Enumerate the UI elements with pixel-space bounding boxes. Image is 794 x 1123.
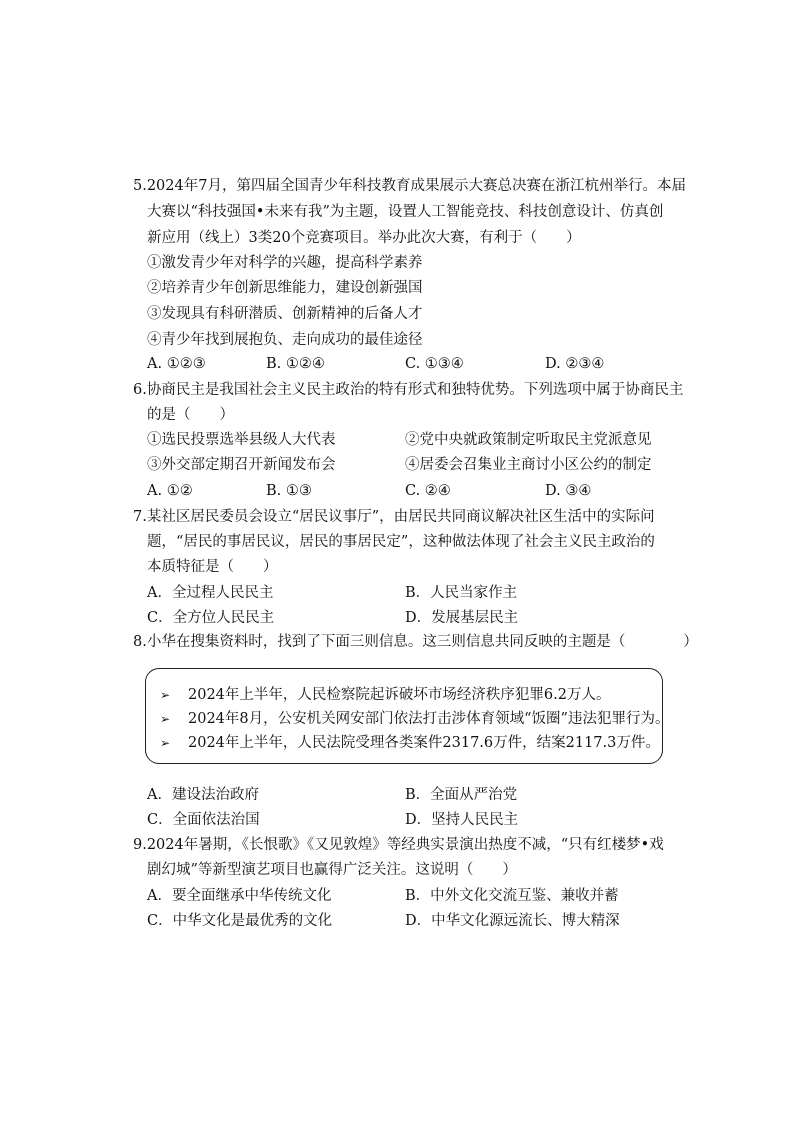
q5-option-a[interactable]: A. ①②③ [147, 356, 206, 372]
q9-stem-line-1: 9.2024年暑期，《长恨歌》《又见敦煌》等经典实景演出热度不减，“只有红楼梦•戏 [133, 837, 664, 853]
q9-option-a[interactable]: A．要全面继承中华传统文化 [147, 888, 332, 904]
q9-option-b[interactable]: B．中外文化交流互鉴、兼收并蓄 [405, 888, 619, 904]
q6-item-3: ③外交部定期召开新闻发布会 [147, 457, 336, 473]
q9-stem-line-2: 剧幻城”等新型演艺项目也赢得广泛关注。这说明（ ） [147, 862, 517, 878]
q9-option-d[interactable]: D．中华文化源远流长、博大精深 [405, 913, 620, 929]
q8-option-b[interactable]: B．全面从严治党 [405, 787, 518, 803]
q5-option-b[interactable]: B. ①②④ [266, 356, 325, 372]
q7-option-c[interactable]: C．全方位人民民主 [147, 610, 275, 626]
q6-item-2: ②党中央就政策制定听取民主党派意见 [405, 432, 652, 448]
q7-option-d[interactable]: D．发展基层民主 [405, 610, 519, 626]
bullet-arrow-icon: ➢ [160, 712, 171, 726]
q7-stem-line-2: 题，“居民的事居民议，居民的事居民定”，这种做法体现了社会主义民主政治的 [147, 534, 655, 550]
q6-item-1: ①选民投票选举县级人大代表 [147, 432, 336, 448]
q6-stem-line-1: 6.协商民主是我国社会主义民主政治的特有形式和独特优势。下列选项中属于协商民主 [133, 382, 684, 398]
q7-option-b[interactable]: B．人民当家作主 [405, 585, 518, 601]
q5-stem-line-2: 大赛以“科技强国•未来有我”为主题，设置人工智能竞技、科技创意设计、仿真创 [147, 204, 664, 220]
q8-info-2: 2024年8月，公安机关网安部门依法打击涉体育领域“饭圈”违法犯罪行为。 [188, 711, 670, 727]
q5-item-3: ③发现具有科研潜质、创新精神的后备人才 [147, 306, 423, 322]
q7-stem-line-1: 7.某社区居民委员会设立“居民议事厅”，由居民共同商议解决社区生活中的实际问 [133, 509, 655, 525]
q9-option-c[interactable]: C．中华文化是最优秀的文化 [147, 913, 333, 929]
q6-stem-line-2: 的是（ ） [147, 407, 234, 423]
q5-item-4: ④青少年找到展抱负、走向成功的最佳途径 [147, 332, 423, 348]
q6-option-d[interactable]: D. ③④ [545, 483, 592, 499]
q7-option-a[interactable]: A．全过程人民民主 [147, 585, 274, 601]
q7-stem-line-3: 本质特征是（ ） [147, 559, 278, 575]
q6-option-b[interactable]: B. ①③ [266, 483, 312, 499]
q5-option-c[interactable]: C. ①③④ [405, 356, 464, 372]
q5-item-2: ②培养青少年创新思维能力，建设创新强国 [147, 280, 423, 296]
q5-stem-line-1: 5.2024年7月，第四届全国青少年科技教育成果展示大赛总决赛在浙江杭州举行。本届 [133, 178, 686, 194]
q5-option-d[interactable]: D. ②③④ [545, 356, 605, 372]
q8-option-a[interactable]: A．建设法治政府 [147, 787, 259, 803]
q5-item-1: ①激发青少年对科学的兴趣，提高科学素养 [147, 255, 423, 271]
bullet-arrow-icon: ➢ [160, 688, 171, 702]
q6-option-c[interactable]: C. ②④ [405, 483, 451, 499]
q8-option-d[interactable]: D．坚持人民民主 [405, 812, 519, 828]
q8-stem-line-1: 8.小华在搜集资料时，找到了下面三则信息。这三则信息共同反映的主题是（ ） [133, 634, 698, 650]
q8-info-3: 2024年上半年，人民法院受理各类案件2317.6万件，结案2117.3万件。 [188, 735, 660, 751]
q5-stem-line-3: 新应用（线上）3类20个竞赛项目。举办此次大赛，有利于（ ） [147, 230, 581, 246]
bullet-arrow-icon: ➢ [160, 736, 171, 750]
q6-item-4: ④居委会召集业主商讨小区公约的制定 [405, 457, 652, 473]
q8-option-c[interactable]: C．全面依法治国 [147, 812, 260, 828]
q8-info-1: 2024年上半年，人民检察院起诉破坏市场经济秩序犯罪6.2万人。 [188, 687, 611, 703]
q8-info-box [145, 668, 670, 764]
q6-option-a[interactable]: A. ①② [147, 483, 193, 499]
